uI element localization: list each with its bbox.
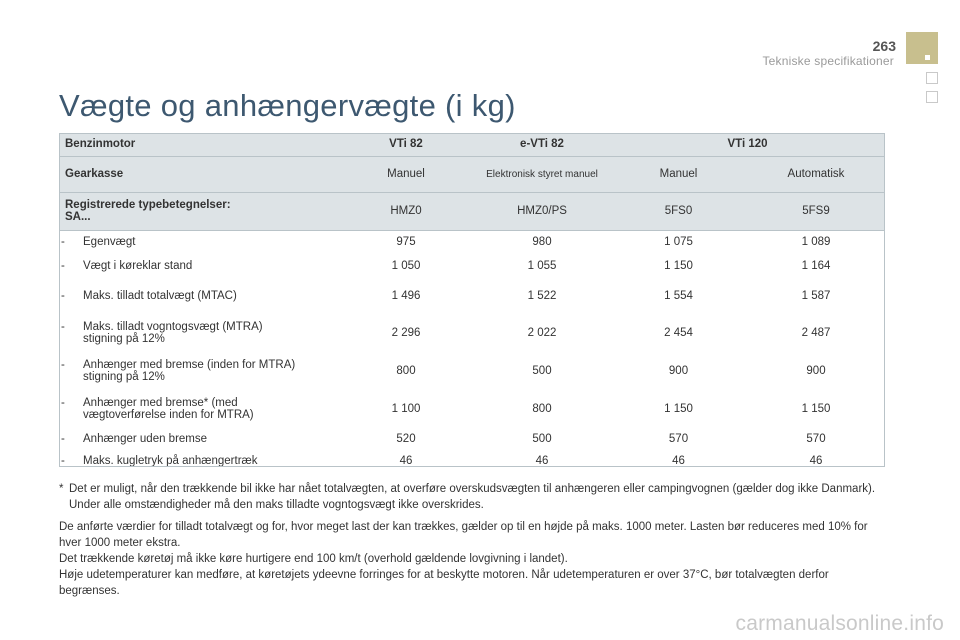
table-row <box>59 314 885 352</box>
gearbox-col: Manuel <box>610 156 747 192</box>
type-col: HMZ0 <box>338 192 474 230</box>
footnote <box>59 481 889 513</box>
table-row <box>59 390 885 428</box>
row-label: Maks. tilladt totalvægt (MTAC) <box>83 290 237 302</box>
types-label <box>59 192 338 230</box>
engine-col: VTi 82 <box>338 133 474 156</box>
table-cell: 500 <box>532 365 552 377</box>
row-dash: - <box>61 321 65 333</box>
table-header-gearbox-row <box>59 156 885 192</box>
row-label: Maks. kugletryk på anhængertræk <box>83 455 258 467</box>
footnote-text: Det er muligt, når den trækkende bil ikke har nået totalvægten, at overføre overskudsvægten til anhængeren eller campingvognen (gælder dog ikke Danmark). Under alle omstændigheder må den maks tilladte vogntogsvægt ikke overskrides. <box>69 483 876 511</box>
table-cell: 570 <box>806 433 826 445</box>
row-label-line2: stigning på 12% <box>83 333 165 345</box>
chapter-tab <box>906 32 938 64</box>
table-cell: 900 <box>668 365 689 377</box>
table-cell: 2 022 <box>527 327 557 339</box>
row-label: Vægt i køreklar stand <box>83 260 193 272</box>
bullet-icon <box>925 55 930 60</box>
row-label: Anhænger uden bremse <box>83 433 208 445</box>
table-cell: 1 164 <box>801 260 831 272</box>
table-cell: 1 150 <box>664 403 693 415</box>
footnote-marker: * <box>59 483 64 495</box>
table-cell: 500 <box>532 433 552 445</box>
weights-table <box>59 133 885 472</box>
table-cell: 1 055 <box>527 260 557 272</box>
row-label-line1: Anhænger med bremse (inden for MTRA) <box>83 359 296 371</box>
page-number: 263 <box>872 38 896 54</box>
paragraph-speed: Det trækkende køretøj må ikke køre hurtigere end 100 km/t (overhold gældende lovgivning i landet). <box>59 553 568 565</box>
table-header-engine-row <box>59 133 885 156</box>
row-dash: - <box>61 260 65 272</box>
table-cell: 1 587 <box>801 290 831 302</box>
table-cell: 570 <box>668 433 689 445</box>
table-cell: 980 <box>532 236 552 249</box>
engine-label: Benzinmotor <box>59 133 338 156</box>
table-row <box>59 278 885 314</box>
engine-col: VTi 120 <box>610 133 885 156</box>
row-dash: - <box>61 397 65 409</box>
table-cell: 1 496 <box>391 290 421 302</box>
table-cell: 800 <box>532 403 552 415</box>
row-label-line2: stigning på 12% <box>83 371 165 383</box>
table-cell: 2 454 <box>664 327 693 339</box>
paragraph-altitude: De anførte værdier for tilladt totalvægt og for, hvor meget last der kan trækkes, gælder op til en højde på maks. 1000 meter. Lasten bør reduceres med 10% for hver 1000 meter ekstra. <box>59 521 868 549</box>
section-title: Tekniske specifikationer <box>762 54 894 68</box>
row-dash: - <box>61 290 65 302</box>
row-label-line1: Anhænger med bremse* (med <box>83 397 238 409</box>
table-header-types-row <box>59 192 885 230</box>
table-row <box>59 352 885 390</box>
nav-square-icon <box>926 72 938 84</box>
type-col: 5FS9 <box>747 192 885 230</box>
watermark: carmanualsonline.info <box>735 612 944 635</box>
table-cell: 1 150 <box>801 403 831 415</box>
table-cell: 1 522 <box>527 290 557 302</box>
paragraph-temperature: Høje udetemperaturer kan medføre, at køretøjets ydeevne forringes for at beskytte motoren. Når udetemperaturen er over 37°C, bør totalvægten derfor begrænses. <box>59 569 829 597</box>
table-cell: 800 <box>396 365 416 377</box>
types-label-line1: Registrerede typebetegnelser: <box>65 199 231 211</box>
row-dash: - <box>61 236 65 249</box>
table-row <box>59 230 885 254</box>
table-cell: 1 554 <box>664 290 693 302</box>
table-cell: 1 089 <box>801 236 831 249</box>
table-cell: 900 <box>806 365 826 377</box>
nav-square-icon <box>926 91 938 103</box>
gearbox-col: Automatisk <box>747 156 885 192</box>
table-cell: 46 <box>809 455 823 467</box>
types-label-line2: SA... <box>65 211 91 223</box>
engine-col: e-VTi 82 <box>474 133 610 156</box>
row-dash: - <box>61 433 65 445</box>
table-cell: 1 075 <box>664 236 693 249</box>
type-col: 5FS0 <box>610 192 747 230</box>
table-cell: 1 050 <box>391 260 421 272</box>
gearbox-label: Gearkasse <box>59 156 338 192</box>
table-cell: 46 <box>672 455 685 467</box>
table-cell: 46 <box>535 455 549 467</box>
page-title: Vægte og anhængervægte (i kg) <box>59 88 516 123</box>
table-cell: 2 296 <box>391 327 421 339</box>
row-label: Egenvægt <box>83 236 136 249</box>
row-dash: - <box>61 455 65 467</box>
row-dash: - <box>61 359 65 371</box>
gearbox-col: Manuel <box>338 156 474 192</box>
table-cell: 2 487 <box>801 327 831 339</box>
table-cell: 1 100 <box>391 403 421 415</box>
type-col: HMZ0/PS <box>474 192 610 230</box>
table-row <box>59 428 885 450</box>
table-cell: 1 150 <box>664 260 693 272</box>
table-row <box>59 450 885 472</box>
table-cell: 975 <box>396 236 416 249</box>
table-row <box>59 254 885 278</box>
row-label-line2: vægtoverførelse inden for MTRA) <box>83 409 254 421</box>
table-cell: 46 <box>399 455 413 467</box>
table-cell: 520 <box>396 433 416 445</box>
row-label-line1: Maks. tilladt vogntogsvægt (MTRA) <box>83 321 263 333</box>
gearbox-col: Elektronisk styret manuel <box>474 156 610 192</box>
